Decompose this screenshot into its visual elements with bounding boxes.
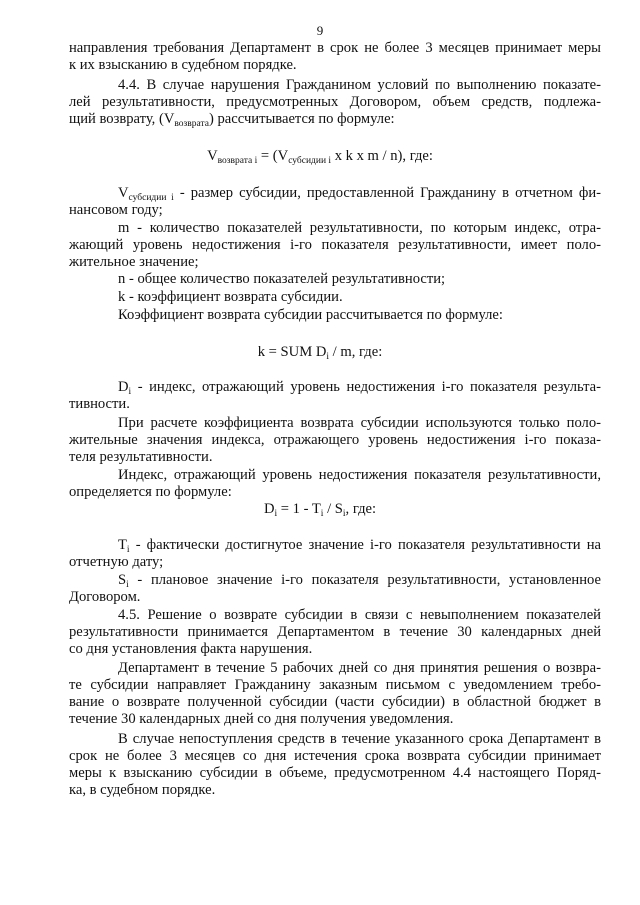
page-number: 9 [316, 23, 324, 38]
text-line: $T_i$ - фактически достигнутое значение i-го показателя результативности на [118, 537, 601, 555]
text-line: результативности принимается Департаментом в течение 30 календарных дней [69, 624, 601, 640]
text-line: срок не более 3 месяцев со дня истечения срока возврата субсидии принимает [69, 748, 601, 764]
text-line: течение 30 календарных дней со дня получения уведомления. [69, 711, 454, 727]
text-line: m - количество показателей результативности, по которым индекс, отра- [118, 220, 601, 236]
paragraph-non-receipt [69, 731, 601, 799]
paragraph-4-4 [69, 77, 601, 128]
text-line: жающий уровень недостижения i-го показателя результативности, имеет поло- [69, 237, 601, 253]
text-line: 4.5. Решение о возврате субсидии в связи с невыполнением показателей [118, 607, 601, 623]
text-line: щий возврату, $(V_{возврата})$ рассчитывается по формуле: [69, 111, 395, 129]
definition-t [69, 537, 601, 571]
text-line: те субсидии направляет Гражданину заказным письмом с уведомлением требо- [69, 677, 601, 693]
definition-d [69, 379, 601, 413]
paragraph-department-notice [69, 660, 601, 728]
text-line: Департамент в течение 5 рабочих дней со дня принятия решения о возвра- [118, 660, 601, 676]
definition-m [69, 220, 601, 271]
text-line: меры к взысканию субсидии в объеме, предусмотренном 4.4 настоящего Поряд- [69, 765, 601, 781]
text-line: отчетную дату; [69, 554, 164, 570]
text-line: При расчете коэффициента возврата субсидии используются только поло- [118, 415, 601, 431]
definition-k: k - коэффициент возврата субсидии. [118, 289, 343, 305]
definition-n: n - общее количество показателей результативности; [118, 271, 446, 287]
definition-s [69, 572, 601, 606]
text-line: ка, в судебном порядке. [69, 782, 216, 798]
text-line: со дня установления факта нарушения. [69, 641, 313, 657]
coefficient-intro: Коэффициент возврата субсидии рассчитывается по формуле: [118, 307, 503, 323]
text-line: к их взысканию в судебном порядке. [69, 57, 297, 73]
paragraph-4-5 [69, 607, 601, 658]
text-line: $S_i$ - плановое значение i-го показателя результативности, установленное [118, 572, 601, 590]
text-line: В случае непоступления средств в течение указанного срока Департамент в [118, 731, 601, 747]
paragraph-positive-values [69, 415, 601, 466]
text-line: вание о возврате полученной субсидии (части субсидии) в областной бюджет в [69, 694, 601, 710]
text-line: $D_i$ - индекс, отражающий уровень недостижения i-го показателя результа- [118, 379, 601, 397]
text-line: Договором. [69, 589, 141, 605]
text-line: жительные значения индекса, отражающего уровень недостижения i-го показа- [69, 432, 601, 448]
text-line: теля результативности. [69, 449, 213, 465]
definition-v-subsidy [69, 185, 601, 219]
text-line: тивности. [69, 396, 130, 412]
paragraph-index-intro [69, 467, 601, 501]
formula-coefficient: k = SUM $D_i$ / m, где: [257, 344, 383, 362]
text-line: 4.4. В случае нарушения Гражданином условий по выполнению показате- [118, 77, 601, 93]
formula-return-volume: $V_{возврата i} = (V_{субсидии i}$ x k x m / n), где: [207, 148, 433, 166]
text-line: $V_{субсидии i}$ - размер субсидии, предоставленной Гражданину в отчетном фи- [118, 185, 601, 203]
text-line: определяется по формуле: [69, 484, 232, 500]
text-line: лей результативности, предусмотренных Договором, объем средств, подлежа- [69, 94, 601, 110]
text-line: Индекс, отражающий уровень недостижения показателя результативности, [118, 467, 601, 483]
text-line: нансовом году; [69, 202, 163, 218]
formula-index: $D_i = 1 - T_i / S_i$, где: [263, 501, 377, 519]
text-line: направления требования Департамент в срок не более 3 месяцев принимает меры [69, 40, 601, 56]
text-line: жительное значение; [69, 254, 199, 270]
paragraph-enforcement-end [69, 40, 601, 74]
